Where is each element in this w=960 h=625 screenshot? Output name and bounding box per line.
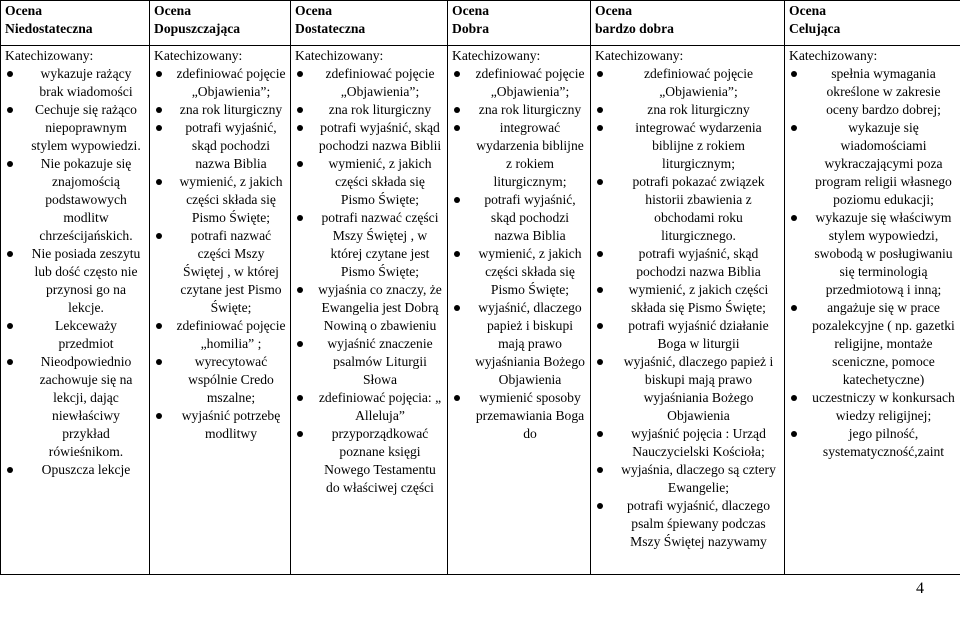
criterion-item: zdefiniować pojęcie „homilia” ;	[154, 317, 286, 353]
criterion-item: potrafi pokazać związek historii zbawienia z obchodami roku liturgicznego.	[595, 173, 780, 245]
criterion-item: jego pilność, systematyczność,zaint	[789, 425, 956, 461]
criteria-dopuszczajaca	[150, 46, 291, 575]
criterion-item: potrafi wyjaśnić, dlaczego psalm śpiewany podczas Mszy Świętej nazywamy	[595, 497, 780, 551]
criteria-list	[295, 65, 443, 497]
criteria-dobra	[448, 46, 591, 575]
criterion-item: integrować wydarzenia biblijne z rokiem liturgicznym;	[595, 119, 780, 173]
criterion-item: zna rok liturgiczny	[154, 101, 286, 119]
header-bardzo-dobra: Ocena bardzo dobra	[591, 1, 785, 46]
criterion-item: wykazuje się właściwym stylem wypowiedzi, swobodą w posługiwaniu się terminologią przedmiotową i inną;	[789, 209, 956, 299]
criterion-item: wyjaśnić znaczenie psalmów Liturgii Słowa	[295, 335, 443, 389]
criterion-item: wykazuje rażący brak wiadomości	[5, 65, 145, 101]
page-number: 4	[916, 580, 924, 597]
criterion-item: uczestniczy w konkursach wiedzy religijnej;	[789, 389, 956, 425]
criterion-item: Nie posiada zeszytu lub dość często nie przynosi go na lekcje.	[5, 245, 145, 317]
criterion-item: Cechuje się rażąco niepoprawnym stylem wypowiedzi.	[5, 101, 145, 155]
criterion-item: wyjaśnia co znaczy, że Ewangelia jest Dobrą Nowiną o zbawieniu	[295, 281, 443, 335]
cell-title: Katechizowany:	[5, 48, 94, 63]
criterion-item: zdefiniować pojęcie „Objawienia”;	[452, 65, 586, 101]
criterion-item: wyjaśnić pojęcia : Urząd Nauczycielski Kościoła;	[595, 425, 780, 461]
criteria-dostateczna	[291, 46, 448, 575]
criterion-item: wymienić sposoby przemawiania Boga do	[452, 389, 586, 443]
criterion-item: wymienić, z jakich części składa się Pismo Święte;	[595, 281, 780, 317]
criterion-item: potrafi wyjaśnić, skąd pochodzi nazwa Biblia	[595, 245, 780, 281]
cell-title: Katechizowany:	[452, 48, 541, 63]
cell-title: Katechizowany:	[789, 48, 878, 63]
cell-title: Katechizowany:	[595, 48, 684, 63]
criteria-list	[154, 65, 286, 443]
criterion-item: spełnia wymagania określone w zakresie oceny bardzo dobrej;	[789, 65, 956, 119]
criterion-item: potrafi nazwać części Mszy Świętej , w której czytane jest Pismo Święte;	[295, 209, 443, 281]
header-niedostateczna: Ocena Niedostateczna	[1, 1, 150, 46]
criterion-item: zna rok liturgiczny	[295, 101, 443, 119]
criteria-list	[595, 65, 780, 551]
criterion-item: wymienić, z jakich części składa się Pismo Święte;	[295, 155, 443, 209]
criteria-row	[1, 46, 960, 575]
criterion-item: zna rok liturgiczny	[452, 101, 586, 119]
header-dobra: Ocena Dobra	[448, 1, 591, 46]
cell-title: Katechizowany:	[295, 48, 384, 63]
criteria-celujaca	[785, 46, 960, 575]
criterion-item: potrafi nazwać części Mszy Świętej , w której czytane jest Pismo Święte;	[154, 227, 286, 317]
criteria-niedostateczna	[1, 46, 150, 575]
criterion-item: wymienić, z jakich części składa się Pismo Święte;	[154, 173, 286, 227]
criterion-item: zdefiniować pojęcie „Objawienia”;	[154, 65, 286, 101]
criterion-item: wyjaśnić, dlaczego papież i biskupi mają prawo wyjaśniania Bożego Objawienia	[595, 353, 780, 425]
criterion-item: Nieodpowiednio zachowuje się na lekcji, dając niewłaściwy przykład rówieśnikom.	[5, 353, 145, 461]
criterion-item: wyjaśnić, dlaczego papież i biskupi mają prawo wyjaśniania Bożego Objawienia	[452, 299, 586, 389]
criterion-item: Nie pokazuje się znajomością podstawowych modlitw chrześcijańskich.	[5, 155, 145, 245]
criterion-item: zdefiniować pojęcie „Objawienia”;	[595, 65, 780, 101]
header-celujaca: Ocena Celująca	[785, 1, 960, 46]
criterion-item: integrować wydarzenia biblijne z rokiem liturgicznym;	[452, 119, 586, 191]
criterion-item: wyjaśnić potrzebę modlitwy	[154, 407, 286, 443]
criterion-item: zdefiniować pojęcie „Objawienia”;	[295, 65, 443, 101]
criterion-item: Opuszcza lekcje	[5, 461, 145, 479]
criterion-item: wymienić, z jakich części składa się Pismo Święte;	[452, 245, 586, 299]
criterion-item: przyporządkować poznane księgi Nowego Testamentu do właściwej części	[295, 425, 443, 497]
criterion-item: wyjaśnia, dlaczego są cztery Ewangelie;	[595, 461, 780, 497]
header-row	[1, 1, 960, 46]
cell-title: Katechizowany:	[154, 48, 243, 63]
criterion-item: potrafi wyjaśnić działanie Boga w liturgii	[595, 317, 780, 353]
criterion-item: potrafi wyjaśnić, skąd pochodzi nazwa Biblii	[295, 119, 443, 155]
header-dopuszczajaca: Ocena Dopuszczająca	[150, 1, 291, 46]
criteria-bardzo-dobra	[591, 46, 785, 575]
header-dostateczna: Ocena Dostateczna	[291, 1, 448, 46]
criterion-item: potrafi wyjaśnić, skąd pochodzi nazwa Biblia	[452, 191, 586, 245]
criteria-list	[452, 65, 586, 443]
criterion-item: zdefiniować pojęcia: „ Alleluja”	[295, 389, 443, 425]
criterion-item: wyrecytować wspólnie Credo mszalne;	[154, 353, 286, 407]
criterion-item: Lekceważy przedmiot	[5, 317, 145, 353]
criterion-item: wykazuje się wiadomościami wykraczającymi poza program religii własnego poziomu edukacji;	[789, 119, 956, 209]
criterion-item: potrafi wyjaśnić, skąd pochodzi nazwa Biblia	[154, 119, 286, 173]
criteria-list	[789, 65, 956, 461]
criteria-list	[5, 65, 145, 479]
criterion-item: angażuje się w prace pozalekcyjne ( np. gazetki religijne, montaże sceniczne, pomoce katechetyczne)	[789, 299, 956, 389]
criterion-item: zna rok liturgiczny	[595, 101, 780, 119]
